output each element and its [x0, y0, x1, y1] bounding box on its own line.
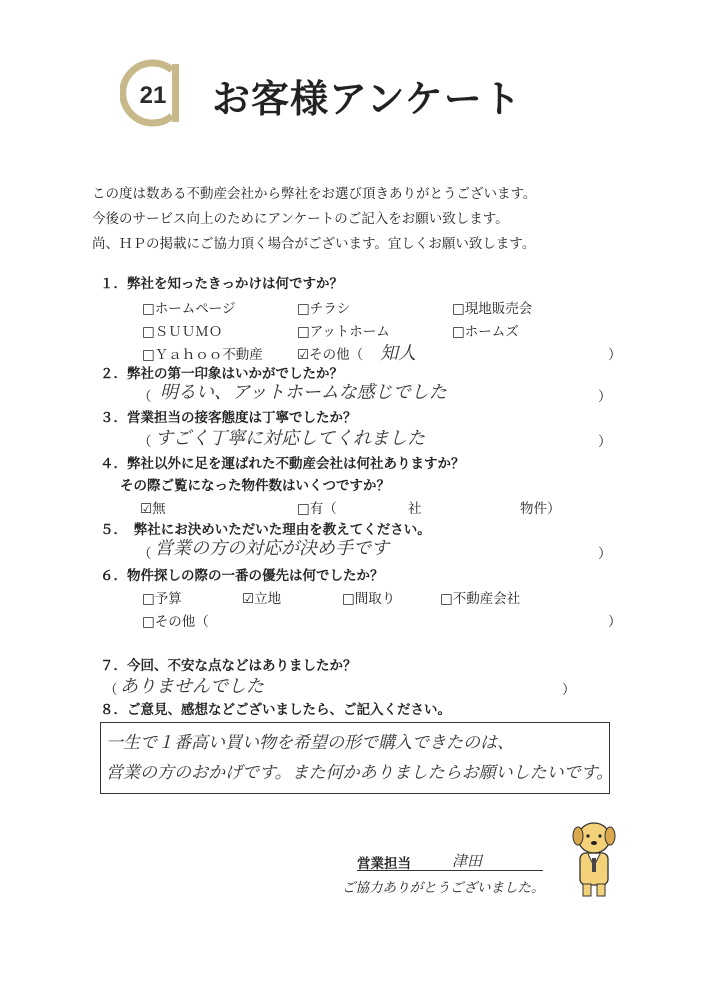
q1-option-athome[interactable]: □アットホーム — [297, 324, 390, 340]
question-8: ８．ご意見、感想などございましたら、ご記入ください。 — [100, 702, 451, 718]
logo-text: 21 — [139, 82, 167, 109]
question-4: ４．弊社以外に足を運ばれた不動産会社は何社ありますか？ — [100, 456, 465, 472]
comment-line-1[interactable]: 一生で１番高い買い物を希望の形で購入できたのは、 — [106, 733, 514, 753]
dog-mascot-icon — [566, 818, 622, 900]
q1-option-homes[interactable]: □ホームズ — [452, 324, 519, 340]
q5-answer[interactable]: 営業の方の対応が決め手です — [155, 538, 389, 559]
staff-label: 営業担当 — [357, 856, 411, 872]
q1-option-flyer[interactable]: □チラシ — [297, 301, 351, 317]
q1-option-open-house[interactable]: □現地販売会 — [452, 301, 533, 317]
q1-option-yahoo[interactable]: □Ｙａｈｏｏ不動産 — [142, 347, 263, 363]
question-6: ６．物件探しの際の一番の優先は何でしたか？ — [100, 568, 384, 584]
q3-answer[interactable]: すごく丁寧に対応してくれました — [155, 428, 425, 449]
q1-option-homepage[interactable]: □ホームページ — [142, 301, 236, 317]
q1-close-paren: ） — [608, 347, 622, 363]
q1-option-suumo[interactable]: □ＳＵＵＭＯ — [142, 324, 223, 340]
q4-property-unit: 物件） — [520, 501, 561, 517]
q4-option-none[interactable]: ☑無 — [140, 501, 166, 517]
staff-underline — [357, 870, 543, 871]
q5-open-paren: （ — [138, 546, 152, 562]
q7-answer[interactable]: ありませんでした — [120, 676, 264, 697]
q6-option-agency[interactable]: □不動産会社 — [440, 591, 521, 607]
q6-close-paren: ） — [608, 614, 622, 630]
comment-line-2[interactable]: 営業の方のおかげです。また何かありましたらお願いしたいです。 — [106, 763, 614, 783]
thanks-message: ご協力ありがとうございました。 — [342, 880, 545, 896]
question-5: ５． 弊社にお決めいただいた理由を教えてください。 — [100, 522, 431, 538]
q6-option-location[interactable]: ☑立地 — [242, 591, 282, 607]
q7-open-paren: （ — [104, 682, 118, 698]
question-2: ２．弊社の第一印象はいかがでしたか？ — [100, 366, 343, 382]
q6-option-budget[interactable]: □予算 — [142, 591, 182, 607]
question-4-sub: その際ご覧になった物件数はいくつですか？ — [120, 478, 390, 494]
q2-answer[interactable]: 明るい、アットホームな感じでした — [160, 382, 447, 403]
q3-close-paren: ） — [598, 434, 612, 450]
q6-option-other[interactable]: □その他（ — [142, 614, 209, 630]
q3-open-paren: （ — [138, 434, 152, 450]
staff-name[interactable]: 津田 — [452, 852, 483, 870]
q5-close-paren: ） — [598, 546, 612, 562]
century21-logo — [120, 58, 190, 128]
intro-line-2: 今後のサービス向上のためにアンケートのご記入をお願い致します。 — [92, 211, 509, 227]
q4-option-yes[interactable]: □有（ — [297, 501, 337, 517]
q2-open-paren: （ — [138, 389, 152, 405]
question-3: ３．営業担当の接客態度は丁寧でしたか？ — [100, 410, 357, 426]
intro-line-1: この度は数ある不動産会社から弊社をお選び頂きありがとうございます。 — [92, 186, 537, 202]
question-1: １．弊社を知ったきっかけは何ですか？ — [100, 276, 343, 292]
q2-close-paren: ） — [598, 389, 612, 405]
q4-company-unit: 社 — [408, 501, 422, 517]
q1-other-answer[interactable]: 知人 — [380, 343, 416, 364]
page-title: お客様アンケート — [212, 77, 522, 121]
q7-close-paren: ） — [562, 682, 576, 698]
q6-option-layout[interactable]: □間取り — [342, 591, 396, 607]
intro-line-3: 尚、ＨＰの掲載にご協力頂く場合がございます。宜しくお願い致します。 — [92, 236, 536, 252]
q1-option-other[interactable]: ☑その他（ — [297, 347, 364, 363]
question-7: ７．今回、不安な点などはありましたか？ — [100, 658, 357, 674]
